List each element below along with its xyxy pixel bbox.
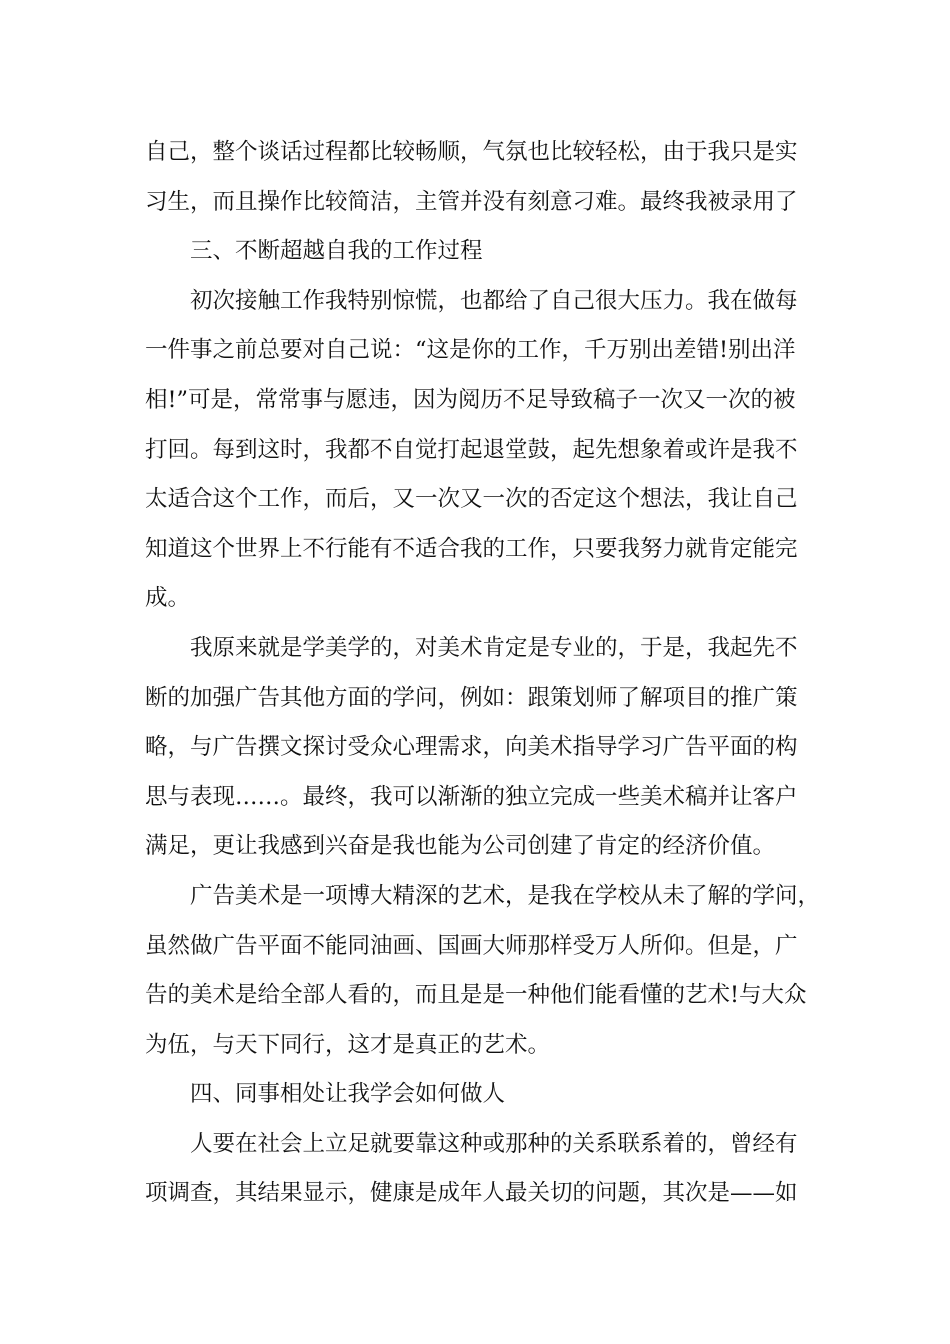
- text-line: 告的美术是给全部人看的，而且是是一种他们能看懂的艺术!与大众: [145, 982, 807, 1009]
- text-line: 太适合这个工作，而后，又一次又一次的否定这个想法，我让自己: [145, 486, 798, 513]
- text-line: 为伍，与天下同行，这才是真正的艺术。: [145, 1031, 551, 1058]
- text-line: 习生，而且操作比较简洁，主管并没有刻意刁难。最终我被录用了: [145, 188, 798, 215]
- text-line: 广告美术是一项博大精深的艺术，是我在学校从未了解的学问，: [190, 882, 821, 909]
- text-line: 人要在社会上立足就要靠这种或那种的关系联系着的，曾经有: [190, 1130, 798, 1157]
- text-line: 断的加强广告其他方面的学问，例如：跟策划师了解项目的推广策: [145, 684, 798, 711]
- text-line: 知道这个世界上不行能有不适合我的工作，只要我努力就肯定能完: [145, 535, 798, 562]
- text-line: 思与表现……。最终，我可以渐渐的独立完成一些美术稿并让客户: [145, 783, 798, 810]
- text-line: 四、同事相处让我学会如何做人: [190, 1081, 506, 1108]
- text-line: 成。: [145, 585, 191, 612]
- text-line: 项调查，其结果显示，健康是成年人最关切的问题，其次是——如: [145, 1180, 798, 1207]
- text-line: 打回。每到这时，我都不自觉打起退堂鼓，起先想象着或许是我不: [145, 436, 798, 463]
- document-body: [145, 128, 825, 1219]
- text-line: 初次接触工作我特别惊慌，也都给了自己很大压力。我在做每: [190, 287, 798, 314]
- text-line: 三、不断超越自我的工作过程: [190, 238, 483, 265]
- text-line: 虽然做广告平面不能同油画、国画大师那样受万人所仰。但是，广: [145, 932, 798, 959]
- text-line: 相!”可是，常常事与愿违，因为阅历不足导致稿子一次又一次的被: [145, 386, 796, 413]
- text-line: 自己，整个谈话过程都比较畅顺，气氛也比较轻松，由于我只是实: [145, 139, 798, 165]
- text-line: 满足，更让我感到兴奋是我也能为公司创建了肯定的经济价值。: [145, 833, 776, 860]
- text-line: 我原来就是学美学的，对美术肯定是专业的，于是，我起先不: [190, 634, 798, 661]
- text-line: 一件事之前总要对自己说：“这是你的工作，千万别出差错!别出洋: [145, 337, 796, 364]
- text-line: 略，与广告撰文探讨受众心理需求，向美术指导学习广告平面的构: [145, 734, 798, 761]
